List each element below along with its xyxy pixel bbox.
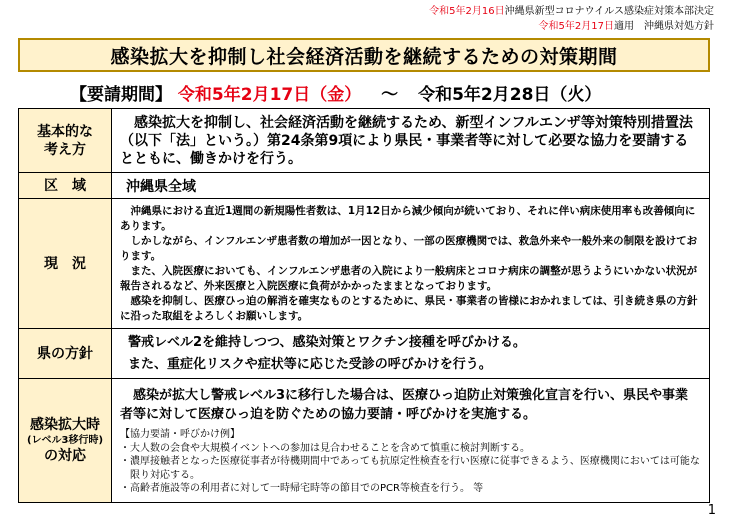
- status-paragraph-4: 感染を抑制し、医療ひっ迫の解消を確実なものとするために、県民・事業者の皆様におかれましては、引き続き県の方針に沿った取組をよろしくお願いします。: [120, 294, 698, 322]
- document-title: 感染拡大を抑制し社会経済活動を継続するための対策期間: [18, 38, 710, 72]
- response-main-text: 感染が拡大し警戒レベル3に移行した場合は、医療ひっ迫防止対策強化宣言を行い、県民や事業者等に対して医療ひっ迫を防ぐための協力要請・呼びかけを実施する。: [120, 387, 689, 422]
- area-text: [112, 173, 710, 199]
- row-policy: [19, 329, 710, 379]
- row-basic: [19, 109, 710, 173]
- request-examples-title: 【協力要請・呼びかけ例】: [120, 428, 240, 440]
- period-start: 令和5年2月17日（金）: [177, 85, 362, 105]
- policy-line-2: また、重症化リスクや症状等に応じた受診の呼びかけを行う。: [128, 356, 492, 372]
- basic-text: [112, 109, 710, 173]
- label-response-top: 感染拡大時: [30, 417, 100, 433]
- label-response: [19, 379, 112, 503]
- policy-line-1: 警戒レベル2を維持しつつ、感染対策とワクチン接種を呼びかける。: [128, 334, 526, 350]
- decision-body: 沖縄県新型コロナウイルス感染症対策本部決定: [504, 6, 714, 17]
- period-separator: ～: [381, 85, 399, 105]
- list-item-text: 大人数の会食や大規模イベントへの参加は見合わせることを含めて慎重に検討判断する。: [130, 442, 530, 454]
- apply-body: 適用 沖縄県対処方針: [614, 21, 714, 32]
- list-item: ・ 濃厚接触者となった医療従事者が待機期間中であっても抗原定性検査を行い医療に従事できるよう、医療機関においては可能な限り対応する。: [120, 456, 700, 481]
- request-period: [70, 80, 601, 105]
- list-item: ・ 大人数の会食や大規模イベントへの参加は見合わせることを含めて慎重に検討判断する。: [120, 442, 530, 454]
- label-status: 現 況: [19, 199, 112, 329]
- list-item-text: 濃厚接触者となった医療従事者が待機期間中であっても抗原定性検査を行い医療に従事できるよう、医療機関においては可能な限り対応する。: [130, 456, 700, 481]
- header-note: [429, 4, 714, 34]
- policy-text: [112, 329, 710, 379]
- list-item: ・ 高齢者施設等の利用者に対して一時帰宅時等の節目でのPCR等検査を行う。 等: [120, 483, 484, 494]
- label-basic: 基本的な 考え方: [19, 109, 112, 173]
- list-item-text: 高齢者施設等の利用者に対して一時帰宅時等の節目でのPCR等検査を行う。 等: [130, 483, 484, 494]
- response-text: [112, 379, 710, 503]
- policy-table: [18, 108, 710, 503]
- area-value: 沖縄県全域: [126, 178, 196, 195]
- label-response-level: (レベル3移行時): [26, 435, 104, 446]
- decision-date: 令和5年2月16日: [429, 6, 505, 17]
- period-label: 【要請期間】: [70, 85, 172, 105]
- row-area: [19, 173, 710, 199]
- label-response-bottom: の対応: [44, 448, 86, 464]
- apply-date: 令和5年2月17日: [538, 21, 614, 32]
- status-paragraph-3: また、入院医療においても、インフルエンザ患者の入院により一般病床とコロナ病床の調整が思うようにいかない状況が報告されるなど、外来医療と入院医療に負荷がかかったままとなっております。: [120, 264, 698, 292]
- status-paragraph-2: しかしながら、インフルエンザ患者数の増加が一因となり、一部の医療機関では、救急外来や一般外来の制限を設けております。: [120, 234, 698, 262]
- row-status: [19, 199, 710, 329]
- status-text: [112, 199, 710, 329]
- request-examples-list: [120, 442, 701, 496]
- basic-text-body: 感染拡大を抑制し、社会経済活動を継続するため、新型インフルエンザ等対策特別措置法（以下「法」という。）第24条第9項により県民・事業者等に対して必要な協力を要請するとともに、働きかけを行う。: [120, 114, 693, 167]
- label-area: 区 域: [19, 173, 112, 199]
- page-number: 1: [707, 503, 716, 518]
- row-response: [19, 379, 710, 503]
- period-end: 令和5年2月28日（火）: [418, 85, 602, 105]
- status-paragraph-1: 沖縄県における直近1週間の新規陽性者数は、1月12日から減少傾向が続いており、それに伴い病床使用率も改善傾向にあります。: [120, 204, 696, 232]
- label-policy: 県の方針: [19, 329, 112, 379]
